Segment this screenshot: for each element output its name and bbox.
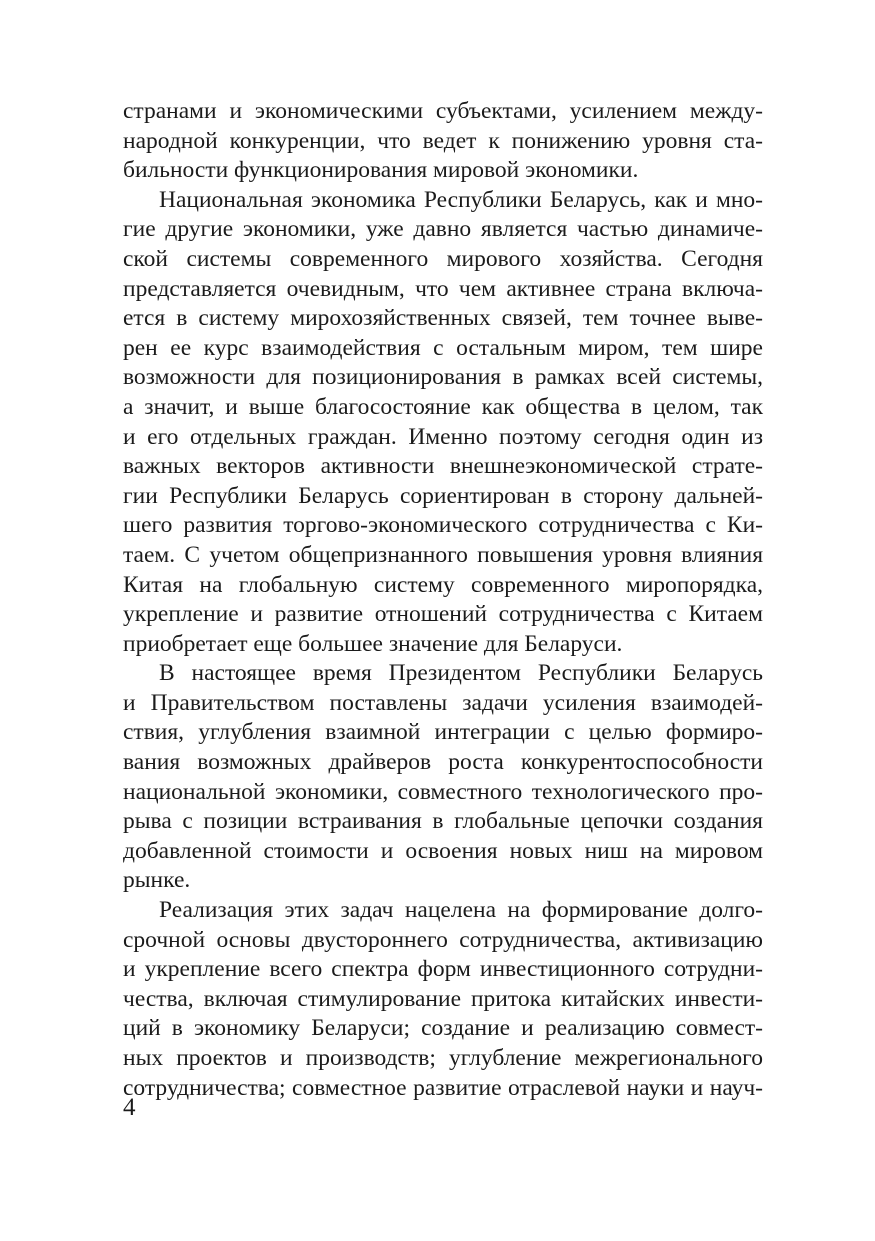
page-number: 4 xyxy=(123,1094,136,1121)
text-line: сотрудничества; совместное развитие отраслевой науки и науч- xyxy=(123,1074,763,1101)
text-line: а значит, и выше благосостояние как общества в целом, так xyxy=(123,393,763,420)
text-line: ствия, углубления взаимной интеграции с целью формиро- xyxy=(123,719,763,746)
text-line: рынке. xyxy=(123,867,191,894)
text-line: странами и экономическими субъектами, усилением между- xyxy=(123,98,763,124)
text-line: бильности функционирования мировой экономики. xyxy=(123,157,639,184)
text-line: важных векторов активности внешнеэкономической страте- xyxy=(123,453,763,480)
text-line: ской системы современного мирового хозяйства. Сегодня xyxy=(123,245,763,272)
text-line: В настоящее время Президентом Республики Беларусь xyxy=(159,660,763,687)
text-line: возможности для позиционирования в рамках всей системы, xyxy=(123,364,763,391)
text-line: и его отдельных граждан. Именно поэтому сегодня один из xyxy=(123,423,763,450)
text-line: гие другие экономики, уже давно является частью динамиче- xyxy=(123,216,763,243)
page-body xyxy=(123,97,763,1103)
text-line: гии Республики Беларусь сориентирован в сторону дальней- xyxy=(123,482,763,509)
paragraph xyxy=(123,659,763,896)
text-line: укрепление и развитие отношений сотрудничества с Китаем xyxy=(123,601,763,628)
paragraph xyxy=(123,186,763,660)
text-line: срочной основы двустороннего сотрудничества, активизацию xyxy=(123,926,763,953)
text-line: рен ее курс взаимодействия с остальным миром, тем шире xyxy=(123,334,763,361)
paragraph xyxy=(123,97,763,186)
text-line: вания возможных драйверов роста конкурентоспособности xyxy=(123,749,763,776)
text-line: добавленной стоимости и освоения новых ниш на мировом xyxy=(123,837,763,864)
text-line: ных проектов и производств; углубление межрегионального xyxy=(123,1045,763,1071)
text-line: представляется очевидным, что чем активнее страна включа- xyxy=(123,275,763,302)
text-line: шего развития торгово-экономического сотрудничества с Ки- xyxy=(123,512,763,539)
paragraph xyxy=(123,896,763,1103)
text-line: и укрепление всего спектра форм инвестиционного сотрудни- xyxy=(123,956,763,983)
text-line: ций в экономику Беларуси; создание и реализацию совмест- xyxy=(123,1015,763,1042)
text-line: ется в систему мирохозяйственных связей, тем точнее выве- xyxy=(123,305,763,332)
text-line: и Правительством поставлены задачи усиления взаимодей- xyxy=(123,689,763,716)
text-line: таем. С учетом общепризнанного повышения уровня влияния xyxy=(123,541,763,568)
text-line: Китая на глобальную систему современного миропорядка, xyxy=(123,571,763,598)
text-line: приобретает еще большее значение для Беларуси. xyxy=(123,630,623,657)
text-line: чества, включая стимулирование притока китайских инвести- xyxy=(123,985,763,1012)
text-line: Национальная экономика Республики Беларусь, как и мно- xyxy=(159,186,763,213)
text-line: Реализация этих задач нацелена на формирование долго- xyxy=(159,897,763,924)
text-line: рыва с позиции встраивания в глобальные цепочки создания xyxy=(123,808,763,835)
text-line: национальной экономики, совместного технологического про- xyxy=(123,778,763,805)
text-line: народной конкуренции, что ведет к понижению уровня ста- xyxy=(123,127,763,154)
